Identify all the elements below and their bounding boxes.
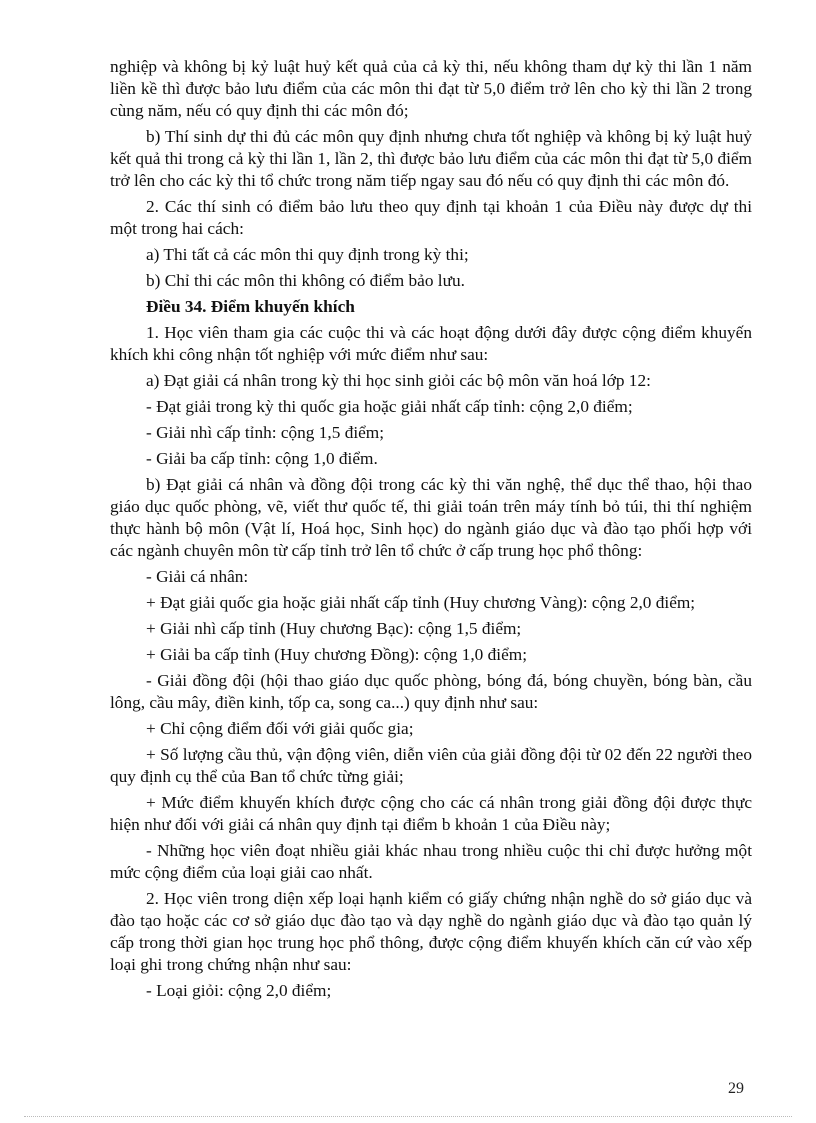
document-body xyxy=(110,56,752,1006)
paragraph: - Giải đồng đội (hội thao giáo dục quốc phòng, bóng đá, bóng chuyền, bóng bàn, cầu lông, cầu mây, điền kinh, tốp ca, song ca...) quy định như sau: xyxy=(110,671,752,712)
article-heading: Điều 34. Điểm khuyến khích xyxy=(146,297,355,316)
paragraph: - Giải nhì cấp tỉnh: cộng 1,5 điểm; xyxy=(146,423,385,442)
paragraph: - Giải ba cấp tỉnh: cộng 1,0 điểm. xyxy=(146,449,378,468)
paragraph: + Giải nhì cấp tỉnh (Huy chương Bạc): cộng 1,5 điểm; xyxy=(146,619,522,638)
paragraph: + Số lượng cầu thủ, vận động viên, diễn viên của giải đồng đội từ 02 đến 22 người theo quy định cụ thể của Ban tổ chức từng giải; xyxy=(110,745,752,786)
page-number: 29 xyxy=(728,1080,744,1097)
paragraph: a) Thi tất cả các môn thi quy định trong kỳ thi; xyxy=(146,245,469,264)
paragraph: 2. Học viên trong diện xếp loại hạnh kiểm có giấy chứng nhận nghề do sở giáo dục và đào tạo hoặc các cơ sở giáo dục đào tạo và dạy nghề do ngành giáo dục và đào tạo quản lý cấp trong thời gian học trung học phổ thông, được cộng điểm khuyến khích căn cứ vào xếp loại ghi trong chứng nhận như sau: xyxy=(110,889,752,974)
paragraph: - Giải cá nhân: xyxy=(146,567,249,586)
paragraph: nghiệp và không bị kỷ luật huỷ kết quả của cả kỳ thi, nếu không tham dự kỳ thi lần 1 năm liền kề thì được bảo lưu điểm của các môn thi đạt từ 5,0 điểm trở lên cho kỳ thi lần 2 trong cùng năm, nếu có quy định thi các môn đó; xyxy=(110,57,752,120)
paragraph: - Loại giỏi: cộng 2,0 điểm; xyxy=(146,981,332,1000)
paragraph: b) Thí sinh dự thi đủ các môn quy định nhưng chưa tốt nghiệp và không bị kỷ luật huỷ kết quả thi trong cả kỳ thi lần 1, lần 2, thì được bảo lưu điểm của các môn thi đạt từ 5,0 điểm trở lên cho các kỳ thi tổ chức trong năm tiếp ngay sau đó nếu có quy định thi các môn đó. xyxy=(110,127,752,190)
paragraph: b) Chỉ thi các môn thi không có điểm bảo lưu. xyxy=(146,271,465,290)
paragraph: - Những học viên đoạt nhiều giải khác nhau trong nhiều cuộc thi chỉ được hưởng một mức cộng điểm của loại giải cao nhất. xyxy=(110,841,752,882)
paragraph: + Đạt giải quốc gia hoặc giải nhất cấp tỉnh (Huy chương Vàng): cộng 2,0 điểm; xyxy=(146,593,696,612)
paragraph: + Mức điểm khuyến khích được cộng cho các cá nhân trong giải đồng đội được thực hiện như đối với giải cá nhân quy định tại điểm b khoản 1 của Điều này; xyxy=(110,793,752,834)
paragraph: - Đạt giải trong kỳ thi quốc gia hoặc giải nhất cấp tỉnh: cộng 2,0 điểm; xyxy=(146,397,633,416)
paragraph: + Giải ba cấp tỉnh (Huy chương Đồng): cộng 1,0 điểm; xyxy=(146,645,527,664)
paragraph: + Chỉ cộng điểm đối với giải quốc gia; xyxy=(146,719,414,738)
paragraph: b) Đạt giải cá nhân và đồng đội trong các kỳ thi văn nghệ, thể dục thể thao, hội thao giáo dục quốc phòng, vẽ, viết thư quốc tế, thi giải toán trên máy tính bỏ túi, thi thí nghiệm thực hành bộ môn (Vật lí, Hoá học, Sinh học) do ngành giáo dục và đào tạo phối hợp với các ngành chuyên môn từ cấp tỉnh trở lên tổ chức ở cấp trung học phổ thông: xyxy=(110,475,752,560)
paragraph: a) Đạt giải cá nhân trong kỳ thi học sinh giỏi các bộ môn văn hoá lớp 12: xyxy=(146,371,651,390)
paragraph: 2. Các thí sinh có điểm bảo lưu theo quy định tại khoản 1 của Điều này được dự thi một trong hai cách: xyxy=(110,197,752,238)
paragraph: 1. Học viên tham gia các cuộc thi và các hoạt động dưới đây được cộng điểm khuyến khích khi công nhận tốt nghiệp với mức điểm như sau: xyxy=(110,323,752,364)
footer-divider xyxy=(24,1116,792,1117)
